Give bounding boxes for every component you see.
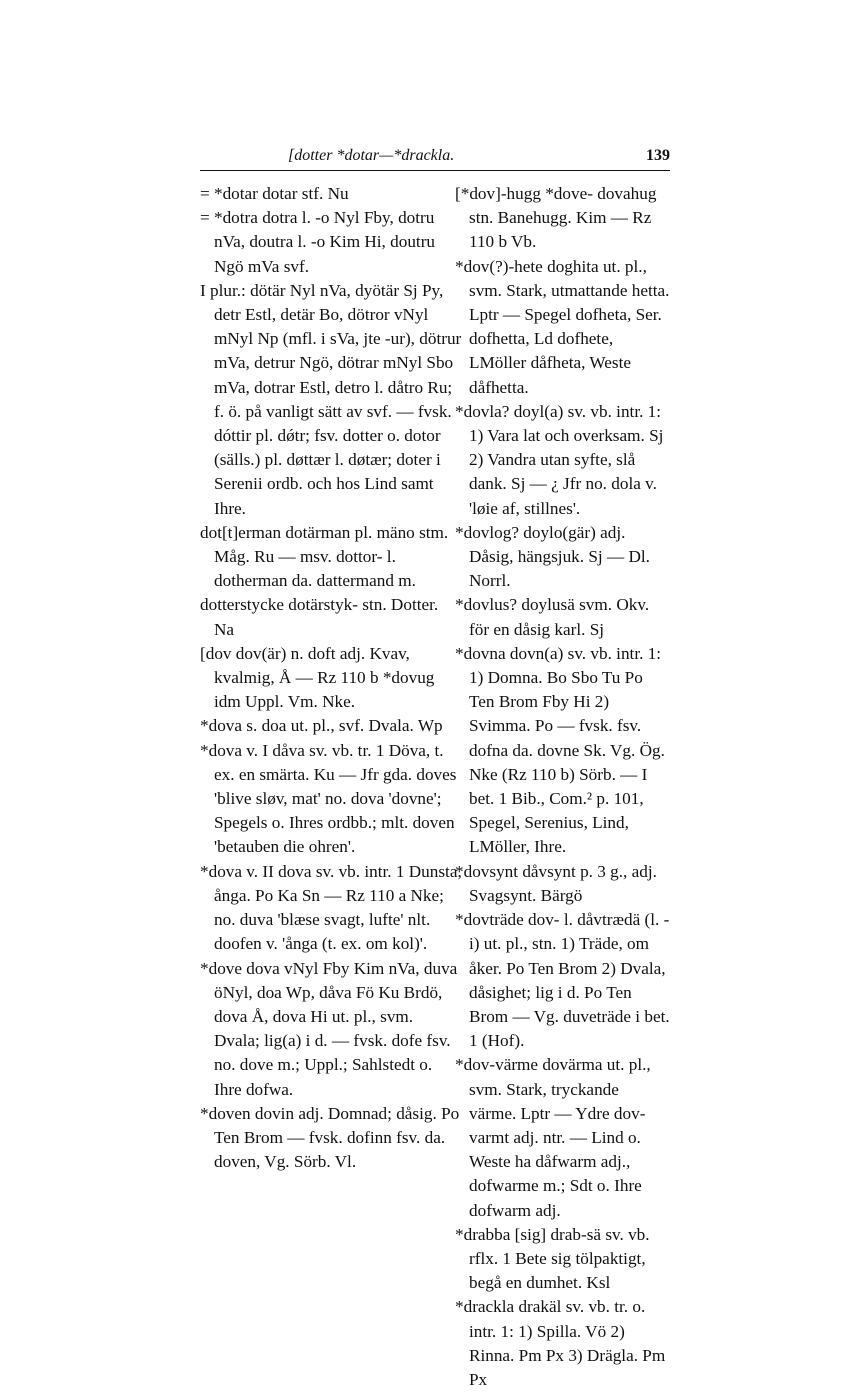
dictionary-entry: *dova s. doa ut. pl., svf. Dvala. Wp — [200, 716, 443, 736]
dictionary-entry: *doven dovin adj. Domnad; dåsig. Po Ten Brom — fvsk. dofinn fsv. da. doven, Vg. Sörb. Vl. — [200, 1103, 460, 1172]
dictionary-entry: dot[t]erman dotärman pl. mäno stm. Måg. Ru — msv. dottor- l. dotherman da. dattermand m. — [200, 522, 449, 591]
dictionary-entry: *dovla? doyl(a) sv. vb. intr. 1: 1) Vara lat och overksam. Sj 2) Vandra utan syfte, slå dank. Sj — ¿ Jfr no. dola v. 'løie af, stillnes'. — [455, 401, 664, 518]
dictionary-entry: = *dotra dotra l. -o Nyl Fby, dotru nVa, doutra l. -o Kim Hi, doutru Ngö mVa svf. — [200, 208, 436, 276]
dictionary-entry: *dova v. I dåva sv. vb. tr. 1 Döva, t. ex. en smärta. Ku — Jfr gda. doves 'blive sløv, mat' no. dova 'dovne'; Spegels o. Ihres ordbb.; mlt. doven 'betauben die ohren'. — [200, 740, 457, 857]
page-number: 139 — [646, 147, 670, 164]
dictionary-entry: dotterstycke dotärstyk- stn. Dotter. Na — [200, 595, 439, 639]
left-column — [200, 182, 462, 1174]
dictionary-entry: *dovträde dov- l. dåvtrædä (l. -i) ut. pl., stn. 1) Träde, om åker. Po Ten Brom 2) Dvala, dåsighet; lig i d. Po Ten Brom — Vg. duveträde i bet. 1 (Hof). — [455, 910, 670, 1051]
dictionary-entry: *dovna dovn(a) sv. vb. intr. 1: 1) Domna. Bo Sbo Tu Po Ten Brom Fby Hi 2) Svimma. Po — fvsk. fsv. dofna da. dovne Sk. Vg. Ög. Nke (Rz 110 b) Sörb. — I bet. 1 Bib., Com.² p. 101, Spegel, Serenius, Lind, LMöller, Ihre. — [455, 643, 665, 857]
page-header — [200, 147, 670, 171]
dictionary-entry: [*dov]-hugg *dove- dovahug stn. Banehugg. Kim — Rz 110 b Vb. — [455, 184, 657, 252]
dictionary-entry: *dovlog? doylo(gär) adj. Dåsig, hängsjuk. Sj — Dl. Norrl. — [455, 522, 650, 591]
header-rule — [200, 170, 670, 171]
running-title: [dotter *dotar—*drackla. — [288, 147, 455, 164]
dictionary-entry: I plur.: dötär Nyl nVa, dyötär Sj Py, detr Estl, detär Bo, dötror vNyl mNyl Np (mfl. i sVa, jte -ur), dötrur mVa, detrur Ngö, dötrar mNyl Sbo mVa, dotrar Estl, detro l. dåtro Ru; f. ö. på vanligt sätt av svf. — fvsk. dóttir pl. dǿtr; fsv. dotter o. dotor (sälls.) pl. døttær l. døtær; doter i Serenii ordb. och hos Lind samt Ihre. — [200, 280, 462, 518]
dictionary-entry: *dovsynt dåvsynt p. 3 g., adj. Svagsynt. Bärgö — [455, 861, 657, 905]
right-column — [455, 182, 670, 1392]
dictionary-entry: *drackla drakäl sv. vb. tr. o. intr. 1: 1) Spilla. Vö 2) Rinna. Pm Px 3) Drägla. Pm Px — [455, 1297, 666, 1389]
dictionary-entry: *dove dova vNyl Fby Kim nVa, duva öNyl, doa Wp, dåva Fö Ku Brdö, dova Å, dova Hi ut. pl., svm. Dvala; lig(a) i d. — fvsk. dofe fsv. no. dove m.; Uppl.; Sahlstedt o. Ihre dofwa. — [200, 958, 458, 1099]
dictionary-entry: *dova v. II dova sv. vb. intr. 1 Dunsta, ånga. Po Ka Sn — Rz 110 a Nke; no. duva 'blæse svagt, lufte' nlt. doofen v. 'ånga (t. ex. om kol)'. — [200, 861, 462, 954]
dictionary-entry: = *dotar dotar stf. Nu — [200, 184, 349, 203]
dictionary-entry: *dovlus? doylusä svm. Okv. för en dåsig karl. Sj — [455, 595, 650, 639]
dictionary-entry: *dov(?)-hete doghita ut. pl., svm. Stark, utmattande hetta. Lptr — Spegel dofheta, Ser. dofhetta, Ld dofhete, LMöller dåfheta, Weste dåfhetta. — [455, 256, 670, 397]
dictionary-entry: *drabba [sig] drab-sä sv. vb. rflx. 1 Bete sig tölpaktigt, begå en dumhet. Ksl — [455, 1224, 650, 1293]
dictionary-entry: [dov dov(är) n. doft adj. Kvav, kvalmig, Å — Rz 110 b *dovug idm Uppl. Vm. Nke. — [200, 643, 435, 712]
dictionary-entry: *dov-värme dovärma ut. pl., svm. Stark, tryckande värme. Lptr — Ydre dov-varmt adj. ntr. — Lind o. Weste ha dåfwarm adj., dofwarme m.; Sdt o. Ihre dofwarm adj. — [455, 1055, 651, 1220]
